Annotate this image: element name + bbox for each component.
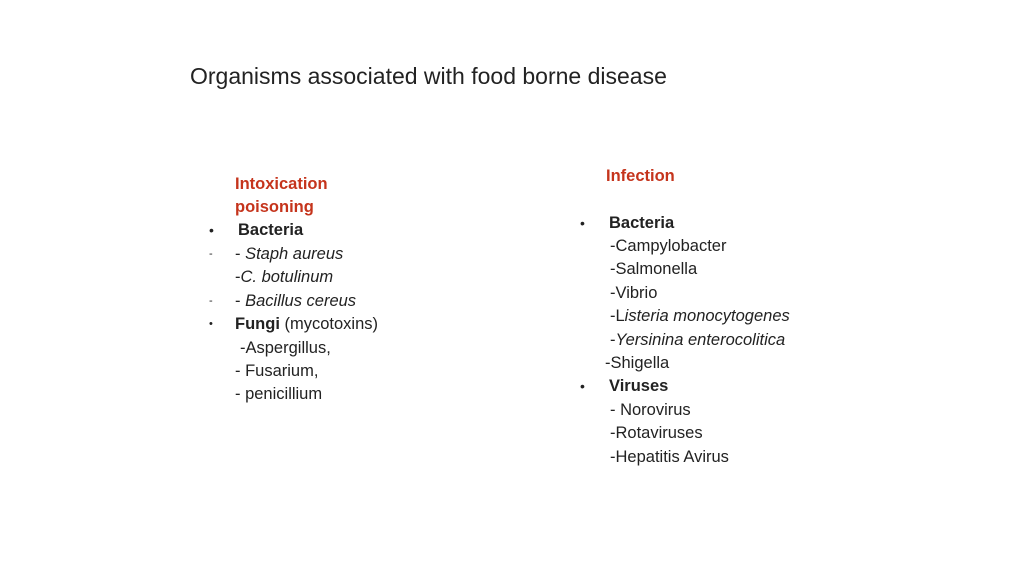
dash-icon: - (209, 295, 213, 307)
listeria-prefix: -L (610, 307, 625, 325)
slide-title: Organisms associated with food borne disease (190, 63, 667, 89)
staph-prefix: - (235, 245, 246, 263)
yersinia-prefix: - (610, 331, 616, 349)
list-item-vibrio: -Vibrio (610, 284, 658, 302)
list-item-botulinum (235, 267, 333, 287)
bacteria-label: Bacteria (238, 221, 304, 239)
fungi-label: Fungi (235, 315, 280, 333)
viruses-label: Viruses (609, 377, 669, 395)
list-item-aspergillus: -Aspergillus, (240, 339, 331, 357)
botulinum-prefix: - (235, 268, 241, 286)
list-item-norovirus: - Norovirus (610, 401, 691, 419)
fungi-suffix: (mycotoxins) (279, 315, 379, 333)
list-item-salmonella: -Salmonella (610, 260, 698, 278)
list-item-campylobacter: -Campylobacter (610, 237, 727, 255)
list-item-yersinia (610, 330, 785, 350)
bullet-icon: • (209, 318, 213, 330)
dash-icon: - (209, 248, 213, 260)
list-item-hepatitis: -Hepatitis Avirus (610, 448, 729, 466)
infection-heading: Infection (606, 167, 675, 185)
list-item-fungi (235, 314, 378, 334)
bacillus-name: Bacillus cereus (245, 292, 357, 310)
botulinum-name: C. botulinum (240, 268, 334, 286)
list-item-listeria (610, 306, 790, 326)
bullet-icon: • (209, 222, 214, 238)
list-item-bacillus (235, 291, 356, 311)
listeria-name: isteria monocytogenes (624, 307, 790, 325)
list-item-fusarium: - Fusarium, (235, 362, 319, 380)
list-item-penicillium: - penicillium (235, 385, 323, 403)
yersinia-name: Yersinina enterocolitica (615, 331, 786, 349)
poisoning-heading: poisoning (235, 198, 314, 216)
intoxication-heading: Intoxication (235, 175, 328, 193)
list-item-shigella: -Shigella (605, 354, 670, 372)
bacillus-prefix: - (235, 292, 246, 310)
bullet-icon: • (580, 378, 585, 394)
bullet-icon: • (580, 215, 585, 231)
staph-name: Staph aureus (245, 245, 344, 263)
list-item-staph (235, 244, 343, 264)
bacteria-label: Bacteria (609, 214, 675, 232)
list-item-rotaviruses: -Rotaviruses (610, 424, 703, 442)
